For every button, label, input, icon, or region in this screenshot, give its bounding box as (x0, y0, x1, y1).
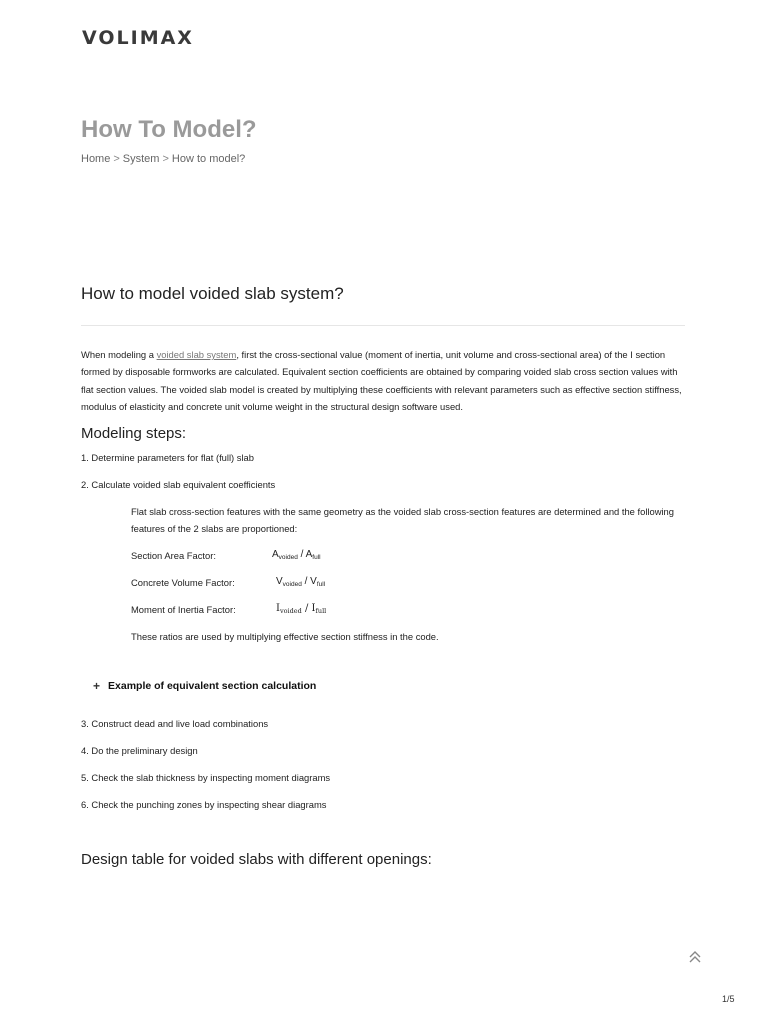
double-chevron-up-icon (686, 948, 704, 966)
design-table-heading: Design table for voided slabs with different openings: (81, 851, 432, 868)
breadcrumb (81, 153, 245, 165)
step-4: 4. Do the preliminary design (81, 745, 198, 756)
step-2: 2. Calculate voided slab equivalent coefficients (81, 479, 276, 490)
intro-text-start: When modeling a (81, 349, 157, 360)
breadcrumb-separator: > (162, 153, 169, 165)
moment-of-inertia-factor-label: Moment of Inertia Factor: (131, 604, 236, 615)
page-title: How To Model? (81, 116, 257, 143)
step-5: 5. Check the slab thickness by inspecting moment diagrams (81, 772, 331, 783)
voided-slab-system-link[interactable]: voided slab system (156, 349, 237, 360)
section-area-factor-formula: $A_{voided} / A_{full}$ (272, 549, 321, 561)
step-3: 3. Construct dead and live load combinations (81, 718, 269, 729)
section-heading: How to model voided slab system? (81, 284, 344, 303)
breadcrumb-home[interactable]: Home (81, 153, 111, 165)
ratio-note: These ratios are used by multiplying effective section stiffness in the code. (131, 631, 439, 642)
breadcrumb-separator: > (113, 153, 120, 165)
concrete-volume-factor-formula: $V_{voided} / V_{full}$ (276, 576, 326, 588)
step-6: 6. Check the punching zones by inspecting shear diagrams (81, 799, 327, 810)
concrete-volume-factor-label: Concrete Volume Factor: (131, 577, 235, 588)
divider (81, 325, 685, 326)
plus-icon[interactable]: + (93, 679, 101, 693)
step-2-detail: Flat slab cross-section features with the same geometry as the voided slab cross-section features are determined and the following features of the 2 slabs are proportioned: (131, 506, 674, 534)
intro-paragraph (81, 346, 687, 415)
volimax-logo[interactable]: VOLIMAX (82, 27, 194, 49)
moment-of-inertia-factor-formula: $I_{voided} / I_{full}$ (276, 603, 327, 615)
modeling-steps-heading: Modeling steps: (81, 425, 187, 442)
breadcrumb-system[interactable]: System (122, 153, 160, 165)
example-calculation-accordion[interactable] (93, 679, 316, 693)
page-number: 1/5 (722, 994, 735, 1004)
scroll-to-top-button[interactable] (686, 948, 704, 966)
breadcrumb-current: How to model? (171, 153, 246, 165)
intro-text-rest: , first the cross-sectional value (moment of inertia, unit volume and cross-sectional area) of the I section formed by disposable formworks are calculated. Equivalent section coefficients are obtained by comparing voided slab cross section values with flat section values. The voided slab model is created by multiplying these coefficients with relevant parameters such as effective section stiffness, modulus of elasticity and concrete unit volume weight in the structural design software used. (81, 349, 682, 412)
step-1: 1. Determine parameters for flat (full) slab (81, 452, 254, 463)
section-area-factor-label: Section Area Factor: (131, 550, 216, 561)
accordion-label[interactable]: Example of equivalent section calculation (108, 680, 317, 692)
